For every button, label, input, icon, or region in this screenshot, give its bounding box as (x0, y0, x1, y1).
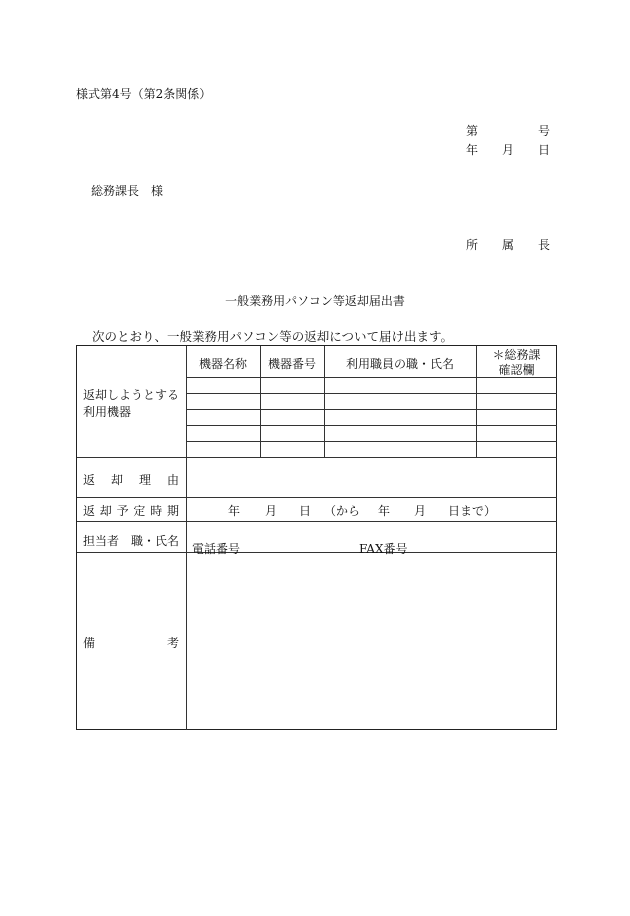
contact-label: 担当者 職・氏名 (83, 534, 180, 548)
form-number: 様式第4号（第2条関係） (76, 87, 212, 101)
schedule-year2: 年 (378, 504, 391, 518)
sender-char: 所 (466, 238, 479, 252)
schedule-year1: 年 (228, 504, 241, 518)
date-day: 日 (537, 143, 550, 157)
remarks-char: 考 (166, 636, 179, 650)
schedule-from: （から (324, 504, 361, 518)
column-header-confirm (476, 348, 557, 378)
doc-no-left: 第 (466, 124, 479, 138)
schedule-char: 予 (116, 504, 129, 518)
remarks-field[interactable] (188, 554, 555, 728)
schedule-char: 時 (150, 504, 163, 518)
fax-label: FAX番号 (359, 542, 408, 556)
reason-char: 却 (110, 473, 123, 487)
reason-field[interactable] (188, 458, 555, 496)
confirm-line1: ＊総務課 (492, 348, 541, 362)
form-table (76, 345, 557, 730)
equipment-label (83, 387, 179, 421)
row-separator (77, 521, 557, 522)
remarks-char: 備 (83, 636, 96, 650)
reason-char: 返 (83, 473, 96, 487)
schedule-char: 期 (166, 504, 179, 518)
sender-affiliation (466, 236, 550, 253)
row-separator (77, 552, 557, 553)
equipment-row-line (186, 441, 557, 442)
document-number-row (466, 122, 550, 139)
document-title: 一般業務用パソコン等返却届出書 (225, 294, 405, 308)
schedule-field[interactable] (188, 498, 555, 520)
schedule-char: 返 (83, 504, 96, 518)
date-row (466, 141, 550, 158)
doc-no-right: 号 (537, 124, 550, 138)
equipment-row-line (186, 425, 557, 426)
schedule-month2: 月 (414, 504, 427, 518)
column-header-equipment-name: 機器名称 (198, 357, 247, 371)
schedule-month1: 月 (265, 504, 278, 518)
sender-char: 長 (537, 238, 550, 252)
intro-text: 次のとおり、一般業務用パソコン等の返却について届け出ます。 (92, 329, 454, 344)
addressee: 総務課長 様 (91, 184, 164, 198)
phone-label: 電話番号 (192, 542, 241, 556)
reason-char: 理 (138, 473, 151, 487)
sender-char: 属 (501, 238, 514, 252)
date-year: 年 (466, 143, 479, 157)
equipment-row-line (186, 393, 557, 394)
reason-label (83, 471, 179, 488)
equipment-label-line1: 返却しようとする (83, 388, 180, 402)
reason-char: 由 (166, 473, 179, 487)
column-header-equipment-number: 機器番号 (267, 357, 316, 371)
schedule-label (83, 502, 179, 519)
equipment-row-line (186, 409, 557, 410)
remarks-label (83, 634, 179, 651)
schedule-day2: 日まで） (448, 504, 497, 518)
date-month: 月 (501, 143, 514, 157)
confirm-line2: 確認欄 (498, 363, 535, 377)
equipment-label-line2: 利用機器 (83, 405, 132, 419)
schedule-char: 定 (133, 504, 146, 518)
column-header-user: 利用職員の職・氏名 (345, 357, 454, 371)
schedule-day1: 日 (299, 504, 312, 518)
schedule-char: 却 (99, 504, 112, 518)
label-column-divider (186, 346, 187, 730)
